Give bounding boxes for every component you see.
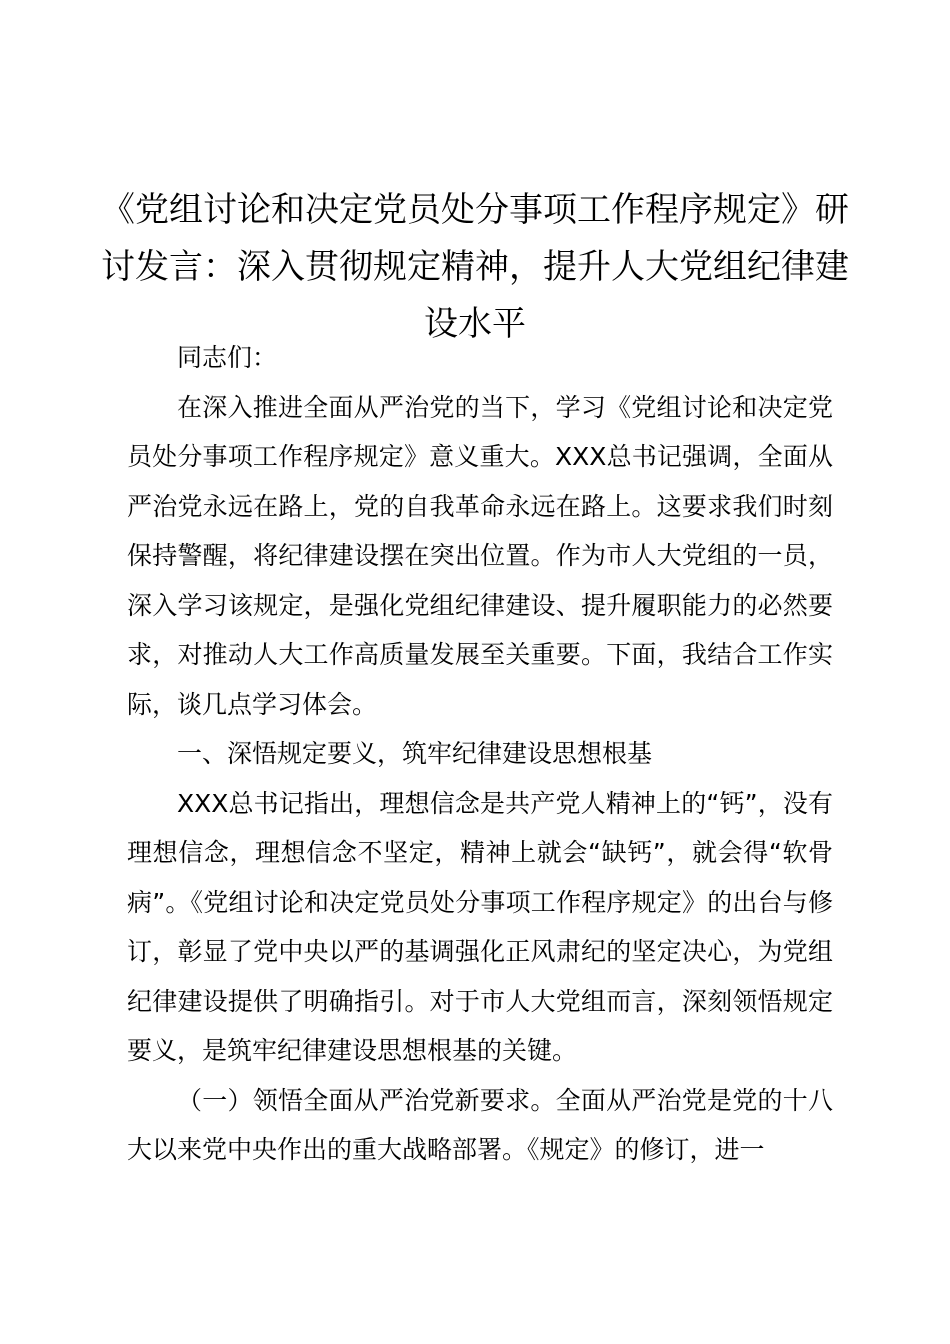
document-title: 《党组讨论和决定党员处分事项工作程序规定》研讨发言：深入贯彻规定精神，提升人大党组纪律建设水平 <box>101 190 849 344</box>
salutation: 同志们： <box>177 343 278 372</box>
document-body <box>127 333 833 1175</box>
paragraph-section-1: XXX总书记指出，理想信念是共产党人精神上的“钙”，没有理想信念，理想信念不坚定，精神上就会“缺钙”，就会得“软骨病”。《党组讨论和决定党员处分事项工作程序规定》的出台与修订，彰显了党中央以严的基调强化正风肃纪的坚定决心，为党组纪律建设提供了明确指引。对于市人大党组而言，深刻领悟规定要义，是筑牢纪律建设思想根基的关键。 <box>127 788 833 1065</box>
paragraph-intro: 在深入推进全面从严治党的当下，学习《党组讨论和决定党员处分事项工作程序规定》意义重大。XXX总书记强调，全面从严治党永远在路上，党的自我革命永远在路上。这要求我们时刻保持警醒，将纪律建设摆在突出位置。作为市人大党组的一员，深入学习该规定，是强化党组纪律建设、提升履职能力的必然要求，对推动人大工作高质量发展至关重要。下面，我结合工作实际，谈几点学习体会。 <box>127 392 833 719</box>
section-heading-1: 一、深悟规定要义，筑牢纪律建设思想根基 <box>177 739 653 768</box>
paragraph-subsection-1: （一）领悟全面从严治党新要求。全面从严治党是党的十八大以来党中央作出的重大战略部署。《规定》的修订，进一 <box>127 1085 833 1164</box>
